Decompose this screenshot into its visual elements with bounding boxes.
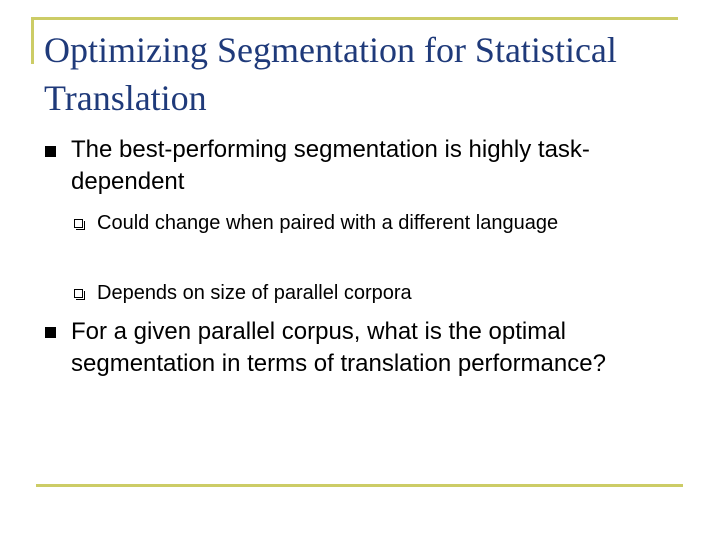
sub-bullet-item: Depends on size of parallel corpora — [97, 282, 412, 304]
square-bullet-icon — [45, 146, 56, 157]
hollow-square-bullet-icon — [74, 219, 83, 228]
slide-title: Optimizing Segmentation for Statistical Translation — [44, 30, 617, 118]
frame-bottom-rule — [36, 484, 683, 487]
hollow-square-bullet-icon — [74, 289, 83, 298]
bullet-item: For a given parallel corpus, what is the optimal segmentation in terms of translation performance? — [71, 318, 606, 377]
square-bullet-icon — [45, 327, 56, 338]
sub-bullet-item: Could change when paired with a different language — [97, 212, 559, 234]
bullet-item: The best-performing segmentation is highly task-dependent — [71, 136, 590, 195]
